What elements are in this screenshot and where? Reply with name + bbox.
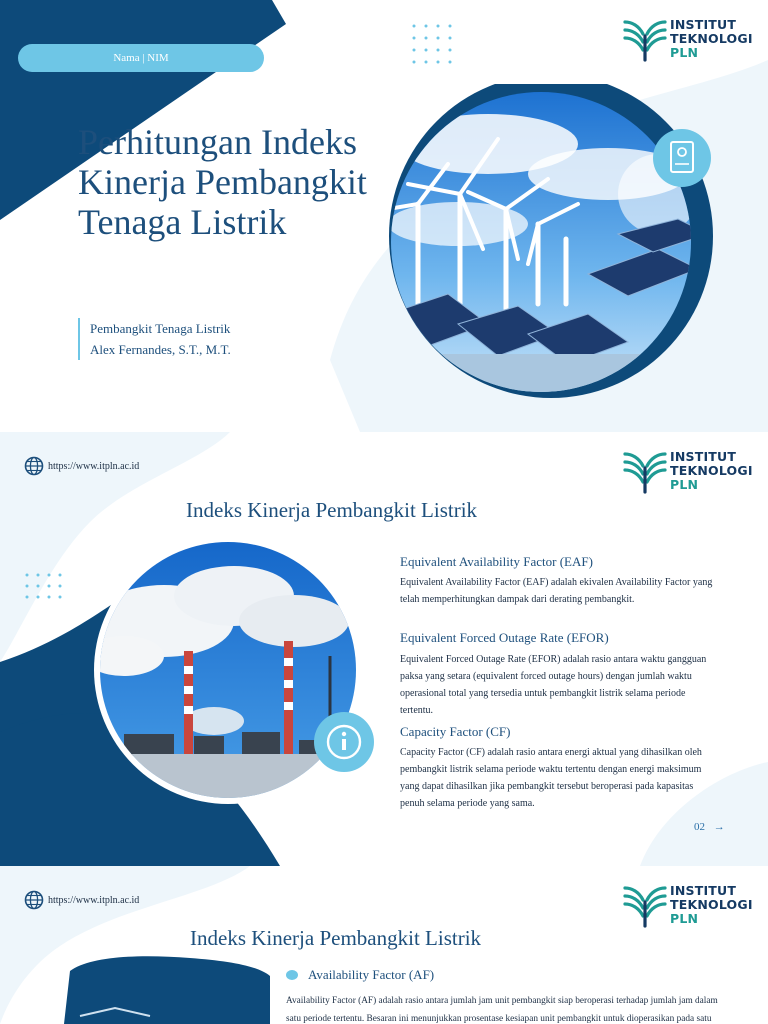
section-body-efor: Equivalent Forced Outage Rate (EFOR) adalah rasio antara waktu gangguan paksa yang setara (equivalent forced outage hours) dengan jumlah waktu operasional total yang tersedia untuk pembangkit listrik selama periode tertentu. xyxy=(400,654,707,716)
title-line-1: Perhitungan Indeks xyxy=(78,122,357,162)
book-logo-icon xyxy=(622,882,668,928)
website-url[interactable] xyxy=(24,456,139,476)
slide-heading: Indeks Kinerja Pembangkit Listrik xyxy=(186,498,478,522)
section-title-af: Availability Factor (AF) xyxy=(308,967,435,982)
website-url-text[interactable]: https://www.itpln.ac.id xyxy=(48,894,140,906)
logo-line-institut: INSTITUT xyxy=(670,883,737,898)
logo-line-pln: PLN xyxy=(670,911,699,926)
dot-grid-decoration xyxy=(410,22,466,66)
presentation-title xyxy=(78,122,438,242)
course-name: Pembangkit Tenaga Listrik xyxy=(90,321,231,336)
title-line-2: Kinerja Pembangkit xyxy=(78,162,367,202)
itpln-logo xyxy=(622,448,752,498)
logo-line-teknologi: TEKNOLOGI xyxy=(670,463,753,478)
section-body-af: Availability Factor (AF) adalah rasio antara jumlah jam unit pembangkit siap beroperasi terhadap jumlah jam dalam satu periode tertentu. Besaran ini menunjukkan prosentase kesiapan unit pembangkit untuk dioperasikan pada satu xyxy=(286,996,718,1024)
power-plant-image xyxy=(94,536,374,806)
slide-heading: Indeks Kinerja Pembangkit Listrik xyxy=(190,926,482,950)
section-title-eaf: Equivalent Availability Factor (EAF) xyxy=(400,554,593,569)
logo-line-pln: PLN xyxy=(670,477,699,492)
page-number: 02 → xyxy=(694,821,725,833)
globe-icon xyxy=(24,456,44,476)
lecturer-name: Alex Fernandes, S.T., M.T. xyxy=(90,342,231,357)
logo-line-pln: PLN xyxy=(670,45,699,60)
section-body-cf: Capacity Factor (CF) adalah rasio antara energi aktual yang dihasilkan oleh pembangkit listrik selama periode waktu tertentu dengan energi maksimum yang dapat dihasilkan jika pembangkit tersebut beroperasi pada kapasitas penuh selama periode yang sama. xyxy=(400,747,702,809)
logo-line-institut: INSTITUT xyxy=(670,449,737,464)
website-url[interactable] xyxy=(24,890,139,910)
book-logo-icon xyxy=(622,16,668,62)
author-block xyxy=(78,318,231,360)
website-url-text[interactable]: https://www.itpln.ac.id xyxy=(48,460,140,472)
section-body-eaf: Equivalent Availability Factor (EAF) adalah ekivalen Availability Factor yang telah memperhitungkan dampak dari derating pembangkit. xyxy=(400,577,713,605)
title-slide xyxy=(0,0,768,432)
content-slide-3 xyxy=(0,866,768,1024)
section-title-efor: Equivalent Forced Outage Rate (EFOR) xyxy=(400,630,609,645)
content-slide-2 xyxy=(0,432,768,866)
name-nim-pill: Nama | NIM xyxy=(18,44,264,72)
logo-line-institut: INSTITUT xyxy=(670,17,737,32)
globe-icon xyxy=(24,890,44,910)
arrow-right-icon[interactable]: → xyxy=(713,821,725,833)
logo-line-teknologi: TEKNOLOGI xyxy=(670,897,753,912)
itpln-logo xyxy=(622,16,752,66)
bullet-dot xyxy=(286,970,298,980)
book-logo-icon xyxy=(622,448,668,494)
logo-line-teknologi: TEKNOLOGI xyxy=(670,31,753,46)
section-title-cf: Capacity Factor (CF) xyxy=(400,724,511,739)
itpln-logo xyxy=(622,882,752,932)
dot-grid-decoration xyxy=(24,572,68,608)
document-person-icon xyxy=(653,129,711,187)
title-line-3: Tenaga Listrik xyxy=(78,202,287,242)
